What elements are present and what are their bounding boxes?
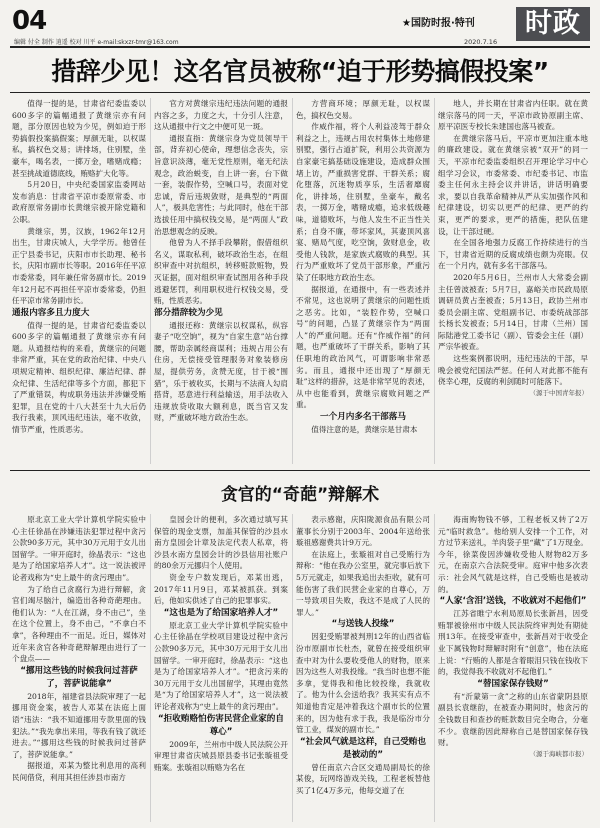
story1-column-2: [154, 98, 288, 464]
paragraph: 这些案例都说明，违纪违法的干部，早晚会被党纪国法严惩。任何人对此都不能有侥幸心理，反腐的利剑随时可能落下。: [438, 354, 588, 387]
story2-column-3: [296, 514, 430, 822]
paragraph: 通报直指：黄继宗身为党员领导干部，背弃初心使命，理想信念丧失，宗旨意识淡薄，毫无党性原则，毫无纪法观念，政治蜕变，自上讲一套，台下做一套，装假作势，空喊口号，表面对党忠诚，背后违规敛财，是典型的“两面人”，极具危害性；与此同时，他在干部选拔任用中搞权钱交易，是“两面人”政治思想观念的反映。: [154, 133, 288, 236]
paragraph: 方营商环境；厚颜无耻，以权谋色，搞权色交易。: [296, 99, 430, 120]
paragraph: 值得注意的是，黄继宗是甘肃本: [311, 425, 418, 435]
story2-column-4: [438, 514, 588, 822]
story-divider: [10, 470, 590, 471]
page-header: [10, 6, 590, 48]
subheading: 一个月内多名干部落马: [320, 412, 406, 423]
subheading: “人家‘含泪’送钱，不收就对不起他们”: [439, 596, 587, 607]
story1-column-1: [12, 98, 146, 464]
section-label: 时政: [516, 7, 590, 41]
page-number: 04: [12, 6, 47, 36]
paragraph: 表示感谢，庆阳陇源食品有限公司董事长分别于2003年、2004年送给张璇祖感谢费共计9万元。: [296, 515, 430, 548]
story1-headline: 措辞少见！这名官员被称“迫于形势搞假投案”: [51, 57, 549, 86]
paragraph: 有“沂蒙第一贪”之称的山东省蒙阴县原副县长袁继韵，在被查办期间时，他贪污的全钱数目和查抄的赃款数目完全吻合，分毫不少。袁继韵因此辩称自己是替国家保存钱财。: [438, 691, 588, 748]
column-divider: [150, 514, 151, 822]
paragraph: 地人，并长期在甘肃省内任职。就在黄继宗落马的同一天，平凉市政协原副主席、原平凉医专校长朱建国也落马被查。: [438, 99, 588, 132]
column-divider: [434, 514, 435, 822]
story1-column-3: [296, 98, 430, 464]
paragraph: 2018年，福建省县法院审理了一起挪用资金案，被告人邓某在法庭上面语“违法：“我不知道挪用专款里面的钱犯法。”“我先拿出来用，等我有钱了就还进去。”“挪用这些钱的时候我问过菩萨了，菩萨说能拿。”: [12, 691, 146, 759]
source-credit: （源于海峡都市报）: [529, 749, 588, 758]
paragraph: 据报道，邓某为整比利息用的高利民间借贷，利用其担任涉县市南方: [12, 761, 146, 782]
column-divider: [292, 98, 293, 464]
paragraph: 皇园会计的便利，多次通过填写其保管的现金支票，加盖其保管的沙县水南方皇园会计章及法定代表人私章，将沙县水南方皇园会计的沙县信用社账户的80余万元挪归个人使用。: [154, 515, 288, 571]
paragraph: 值得一提的是，甘肃省纪委监委以600多字的篇幅通报了黄继宗亦有问题。从通报结构的来看，黄继宗的问题非常严重，其在党的政治纪律、中央八项规定精神、组织纪律、廉洁纪律、群众纪律、生活纪律等多个方面，都犯下了严重错误，构成职务违法并涉嫌受贿犯罪，且在党的十八大甚至十九大后仍我行我素，顶风违纪违法，毫不收敛，情节严重，性质恶劣。: [12, 320, 146, 435]
issue-date: 2020.7.16: [464, 38, 498, 46]
paragraph: 黄继宗，男，汉族，1962年12月出生，甘肃庆城人，大学学历。他曾任正宁县委书记，庆阳市市长助理、秘书长，庆阳市副市长等职。2016年任平凉市委常委，同年兼任常务副市长。2019年12月起不再担任平凉市委常委，仍担任平凉市常务副市长。: [12, 226, 146, 306]
paragraph: 通报还称：黄继宗以权谋私，纵容妻子“吃空饷”，视为“自家生意”站台撑腰，帮助亲属经商谋利；违规占用公有住房，无偿接受管理服务对象装修房屋，提供劳务，贪赞无度，甘于被“围猎”，乐于被收买，长期与不法商人勾肩搭背，恶意进行利益输送，用手法收入违规放贷收取大额利息，既当官又发财，严重破坏地方政治生态。: [154, 320, 288, 423]
subheading: “挪用这些钱的时候我问过菩萨了，菩萨说能拿”: [20, 665, 138, 689]
subheading: “与送钱人投缘”: [331, 619, 395, 630]
paragraph: 值得一提的是，甘肃省纪委监委以600多字的篇幅通报了黄继宗亦有问题，部分原因也较为少见，例如迫于形势搞假投案搞假案；厚颜无耻，以权谋私，搞权色交易；讲排场，住别墅，坐豪车，喝名表，一掷万金，嗜赌成瘾；甚至挑战道德底线，贿赂扩大化等。: [12, 99, 146, 178]
paragraph: 2020年5月6日，兰州市人大常委会副主任曾波被查；5月7日，嘉峪关市民政局原调研员黄占奎被查；5月13日，政协兰州市委员会副主席、党组副书记、市委统战部部长杨长发被查；5月14日，甘肃（兰州）国际陆港党工委书记（副）、管委会主任（副）严宗华被查。: [438, 272, 588, 352]
column-divider: [434, 98, 435, 464]
story2-headline: 贪官的“奇葩”辩解术: [220, 485, 380, 505]
subheading: “社会风气就是这样，自己受贿也是被动的”: [300, 736, 426, 760]
paragraph: 曾任南京六合区交通局副局长的徐某俊，玩网络游戏关钱，工程老板替他买了1亿4万多元，他每交道了在: [296, 762, 430, 795]
story1-column-4: [438, 98, 588, 464]
paragraph: 原北京工业大学计算机学院实验中心主任徐晶在涉嫌违法犯罪过程中贪污公款90多万元，其中30万元用于女儿出国留学。一审开庭时，徐晶表示：“这也是为了给国家培养人才”。这一说法被评论者戏称为“史上最牛的贪污理由”。: [12, 515, 146, 582]
paragraph: 2009年，兰州市中级人民法院公开审理甘肃省庆城县原县委书记张璇祖受贿案。张璇祖以贿赂为名在: [154, 739, 288, 772]
paragraph: 江苏省睢宁水利局原局长张新昌，因受贿罪被徐州市中级人民法院终审判处有期徒刑13年。在接受审查中，张新昌对于收受企业下属钱物时辩解时附有“创意”，他在法庭上说：“行贿的人都是含着眼泪只钱在钱收下的，我觉得我不收就对不起他们。”: [438, 609, 588, 677]
paragraph: 据报道，在通报中，有一些表述并不常见，这也说明了黄继宗的问题性质之恶劣。比如，“装腔作势，空喊口号”的问题，凸显了黄继宗作为“两面人”的严重问题。还有“作威作福”的问题，也严重破坏了干群关系，影响了其任职地的政治风气，可谓影响非常恶劣。而且，通报中还出现了“厚颜无耻”这样的措辞，这是非常罕见的表述，从中也能看到，黄继宗腐败问题之严重。: [296, 284, 430, 410]
paragraph: 官方对黄继宗违纪违法问题的通报内容之多，力度之大，十分引人注意，这从通报中行文之中便可见一斑。: [154, 99, 288, 132]
paper-name: ★国防时报·特刊: [402, 18, 475, 29]
paragraph: 原北京工业大学计算机学院实验中心主任徐晶在学校项目建设过程中贪污公款90多万元，其中30万元用于女儿出国留学。一审开庭时，徐晶表示：“这也是为了给国家培养人才”。“把贪污来的30万元用于女儿出国留学，其理由竟然是“为了给国家培养人才”，这一说法被评论者戏称为“史上最牛的贪污理由”。: [154, 620, 288, 711]
source-credit: （源于中国青年报）: [529, 388, 588, 397]
column-divider: [150, 98, 151, 464]
story2-column-1: [12, 514, 146, 822]
paragraph: 资金专户数发现后，邓某出逃，2017年11月9日，邓某被抓获。到案后，他如实供述了自己的犯罪事实。: [154, 572, 288, 606]
staff-line: 编辑 付全 制作 逍遥 校对 川平 e-mail:skxzr-tmr@163.com: [14, 39, 179, 46]
paragraph: 海南购物钱不够，工程老板又转了2万元“临时救急”。他给别人安排一个工作，对方过节来送礼，羊肉袋子里“藏”了1万现金。今年，徐菜俊因涉嫌收受他人财物82万多元，在南京六合法院受审。庭审中他多次表示：社会风气就是这样，自己受贿也是被动的。: [438, 515, 588, 594]
subheading: 部分措辞较为少见: [154, 307, 223, 318]
subheading: “这也是为了给国家培养人才”: [163, 607, 279, 618]
subheading: 通报内容多且力度大: [12, 307, 90, 318]
paragraph: 他曾为人不择手段攀附，假借组织名义，谋取私利，破坏政治生态，在组织审查中对抗组织，转移赃款赃物，毁灭证据，面对组织审查试图用各种手段逃避惩罚，利用职权进行权钱交易，受贿，性质恶劣。: [154, 238, 288, 306]
subheading: “拒收贿赂怕伤害民营企业家的自尊心”: [158, 713, 284, 737]
paragraph: 因犯受贿罪被判刑12年的山西省临汾市原副市长杜杰，就曾在接受组织审查中对为什么要收受他人的财物，原来因为这些人对我投缘。“我当时也想不能多拿，觉得我和他比较投缘，我就收了。他为什么会送给我？我其实有点不知道他肯定是冲着我这个副市长的位置来的，因为他有求于我，我是临汾市分管工业，煤炭的副市长。”: [296, 632, 430, 735]
paragraph: 在黄继宗落马后，平凉市更加注重本地的廉政建设。就在黄继宗被“双开”的同一天，平凉市纪委监委组织召开理论学习中心组学习会议，市委常委、市纪委书记、市监委主任何永主持会议并讲话，讲话明确要求，要以自我革命精神从严从实加强作风和纪律建设，切实以更严的纪律、更严的约束，更严的要求，更严的措施，把队伍建设，让干部过硬。: [438, 133, 588, 236]
headline-rule: [10, 92, 590, 93]
paragraph: 为了给自己贪腐行为进行辩解，贪官们竭尽脑汁，编造出各种奇葩理由。他们认为：“人在江湖，身不由己”，坐在这个位置上，身不由己，“不拿白不拿”，各种理由不一而足。近日，媒体对近年来贪官各种奇葩辩解理由进行了一个盘点——: [12, 584, 146, 664]
paragraph: 作威作福，将个人利益凌驾于群众利益之上，违规占用农村集体土地修建别墅，强行占道扩院，利用公共资源为自家豪宅搞基础设施建设，造成群众围堵上访，严重损害党群、干群关系；腐化堕落，沉迷物质享乐，生活奢靡腐化，讲排场，住别墅，坐豪车，戴名表，一掷万金，嗜赌成瘾，追求低级趣味，道德败坏，与他人发生不正当性关系；自身不廉，带坏家风，其妻顶风喜宴、赌局气度，吃空饷，敛财息金，收受他人钱款，是家族式腐败的典型。其行为严重败坏了党员干部形象，严重污染了任职地方政治生态。: [296, 122, 430, 282]
paragraph: 在法庭上，张璇祖对自己受贿行为辩称：“他在我办公室里，就完事后放下5万元就走，如果我追出去拒收，就有可能伤害了我们民营企业家的自尊心，万一导致项目失败，我这不是成了人民的罪人。”: [296, 549, 430, 617]
header-rule: [10, 46, 590, 48]
paragraph: 在全国各地强力反腐工作持续进行的当下，甘肃省近期的反腐成绩也颇为亮眼。仅在一个月内，就有多名干部落马。: [438, 238, 588, 271]
subheading: “替国家保存钱财”: [477, 678, 549, 689]
column-divider: [292, 514, 293, 822]
story2-column-2: [154, 514, 288, 822]
paragraph: 5月20日，中央纪委国家监委网站发布消息：甘肃省平凉市委原常委、市政府原常务副市长黄继宗被开除党籍和公职。: [12, 180, 146, 224]
